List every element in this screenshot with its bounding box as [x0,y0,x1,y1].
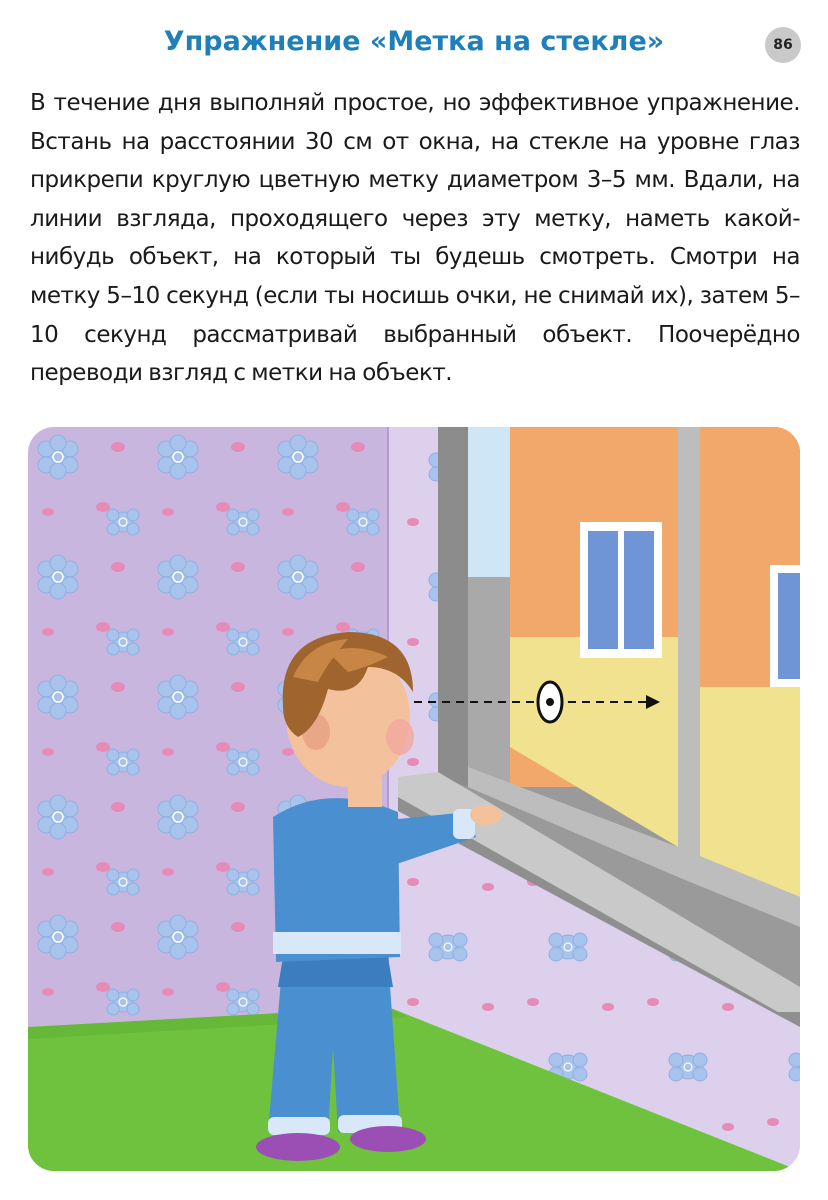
page-number-badge: 86 [765,27,801,63]
illustration-boy-at-window [28,427,800,1171]
page-title: Упражнение «Метка на стекле» [163,26,665,57]
exercise-description: В течение дня выполняй простое, но эффективное упражнение. Встань на расстоянии 30 см от окна, на стекле на уровне глаз прикрепи круглую цветную метку диаметром 3–5 мм. Вдали, на линии взгляда, проходящего через эту метку, наметь какой-нибудь объект, на который ты будешь смотреть. Смотри на метку 5–10 секунд (если ты носишь очки, не снимай их), затем 5–10 секунд рассматривай выбранный объект. Поочерёдно переводи взгляд с метки на объект. [30,90,800,387]
